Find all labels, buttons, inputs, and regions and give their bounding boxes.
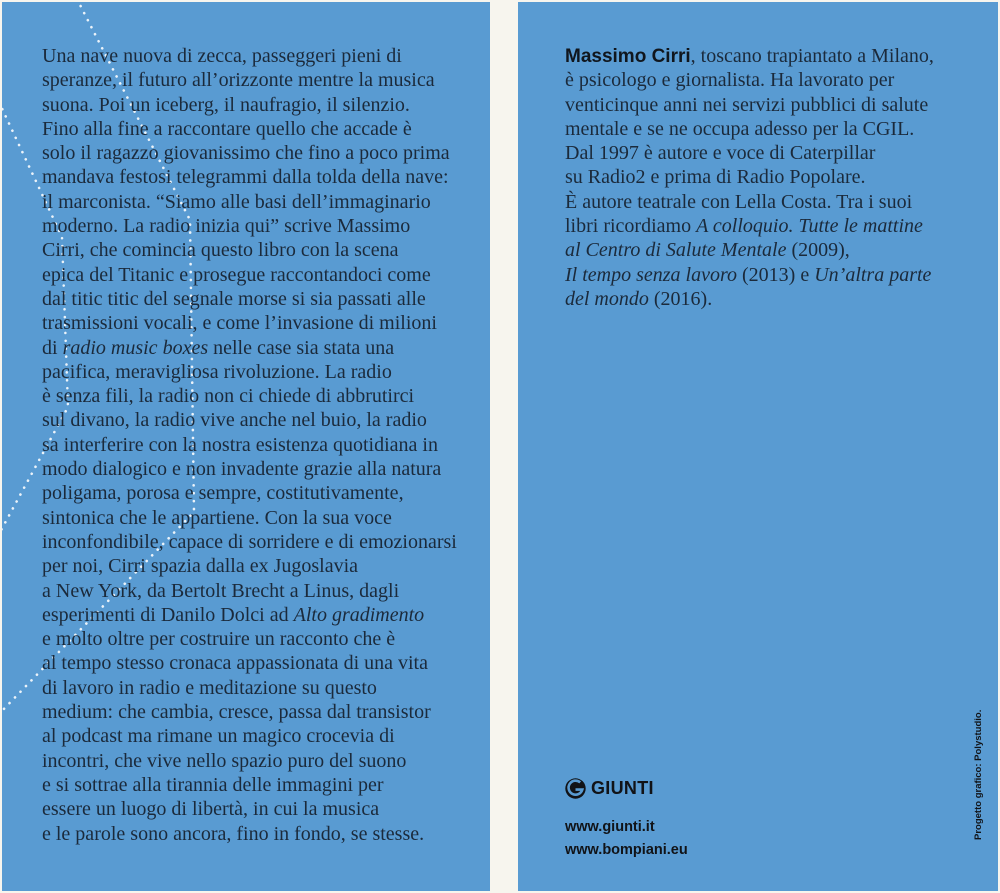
- text-line: il marconista. “Siamo alle basi dell’immaginario: [42, 190, 431, 213]
- text-line: sintonica che le appartiene. Con la sua voce: [42, 506, 392, 529]
- text-line: esperimenti di Danilo Dolci ad Alto gradimento: [42, 603, 425, 626]
- website-bompiani: www.bompiani.eu: [565, 842, 688, 858]
- text-line: al Centro di Salute Mentale (2009),: [565, 239, 850, 262]
- publisher-websites: [565, 816, 688, 862]
- text-line: epica del Titanic e prosegue raccontandoci come: [42, 263, 431, 286]
- text-line: È autore teatrale con Lella Costa. Tra i suoi: [565, 190, 913, 213]
- text-line: modo dialogico e non invadente grazie alla natura: [42, 458, 442, 481]
- text-line: e si sottrae alla tirannia delle immagini per: [42, 773, 384, 796]
- text-line: pacifica, meravigliosa rivoluzione. La radio: [42, 360, 392, 383]
- text-line: e le parole sono ancora, fino in fondo, se stesse.: [42, 822, 425, 845]
- design-credit: Progetto grafico: Polystudio.: [973, 709, 984, 840]
- text-line: Dal 1997 è autore e voce di Caterpillar: [565, 142, 876, 165]
- text-line: Una nave nuova di zecca, passeggeri pieni di: [42, 45, 402, 67]
- right-flap-panel: [518, 2, 998, 891]
- text-line: moderno. La radio inizia qui” scrive Massimo: [42, 215, 411, 238]
- text-line: sul divano, la radio vive anche nel buio, la radio: [42, 409, 427, 432]
- text-line: per noi, Cirri spazia dalla ex Jugoslavia: [42, 555, 359, 578]
- giunti-wordmark: GIUNTI: [591, 778, 654, 798]
- book-description-text: [42, 44, 457, 846]
- text-line: a New York, da Bertolt Brecht a Linus, dagli: [42, 579, 400, 602]
- text-line: Massimo Cirri, toscano trapiantato a Milano,: [565, 45, 934, 67]
- publisher-logo: [565, 778, 654, 799]
- text-line: medium: che cambia, cresce, passa dal transistor: [42, 701, 431, 724]
- text-line: mentale e se ne occupa adesso per la CGIL.: [565, 117, 915, 140]
- website-giunti: www.giunti.it: [565, 819, 655, 835]
- text-line: Fino alla fine a raccontare quello che accade è: [42, 117, 412, 140]
- text-line: al tempo stesso cronaca appassionata di una vita: [42, 652, 428, 675]
- text-line: mandava festosi telegrammi dalla tolda della nave:: [42, 166, 449, 189]
- giunti-g-icon: [565, 778, 586, 799]
- text-line: al podcast ma rimane un magico crocevia di: [42, 725, 395, 748]
- author-bio-text: [565, 44, 934, 311]
- text-line: venticinque anni nei servizi pubblici di salute: [565, 93, 929, 116]
- text-line: è senza fili, la radio non ci chiede di abbrutirci: [42, 385, 415, 408]
- text-line: trasmissioni vocali, e come l’invasione di milioni: [42, 312, 437, 335]
- text-line: su Radio2 e prima di Radio Popolare.: [565, 166, 866, 189]
- text-line: di lavoro in radio e meditazione su questo: [42, 676, 377, 699]
- text-line: suona. Poi un iceberg, il naufragio, il silenzio.: [42, 93, 410, 116]
- text-line: dal titic titic del segnale morse si sia passati alle: [42, 287, 426, 310]
- left-flap-panel: [2, 2, 490, 891]
- text-line: libri ricordiamo A colloquio. Tutte le mattine: [565, 215, 923, 238]
- text-line: essere un luogo di libertà, in cui la musica: [42, 798, 380, 821]
- text-line: solo il ragazzo giovanissimo che fino a poco prima: [42, 142, 450, 165]
- text-line: poligama, porosa e sempre, costitutivamente,: [42, 482, 404, 505]
- text-line: sa interferire con la nostra esistenza quotidiana in: [42, 433, 438, 456]
- text-line: del mondo (2016).: [565, 287, 713, 310]
- text-line: incontri, che vive nello spazio puro del suono: [42, 749, 407, 772]
- text-line: e molto oltre per costruire un racconto che è: [42, 628, 396, 651]
- text-line: Il tempo senza lavoro (2013) e Un’altra parte: [565, 263, 932, 286]
- text-line: inconfondibile, capace di sorridere e di emozionarsi: [42, 530, 457, 553]
- text-line: Cirri, che comincia questo libro con la scena: [42, 239, 399, 262]
- text-line: è psicologo e giornalista. Ha lavorato per: [565, 69, 895, 92]
- text-line: speranze, il futuro all’orizzonte mentre la musica: [42, 69, 435, 92]
- text-line: di radio music boxes nelle case sia stata una: [42, 336, 395, 359]
